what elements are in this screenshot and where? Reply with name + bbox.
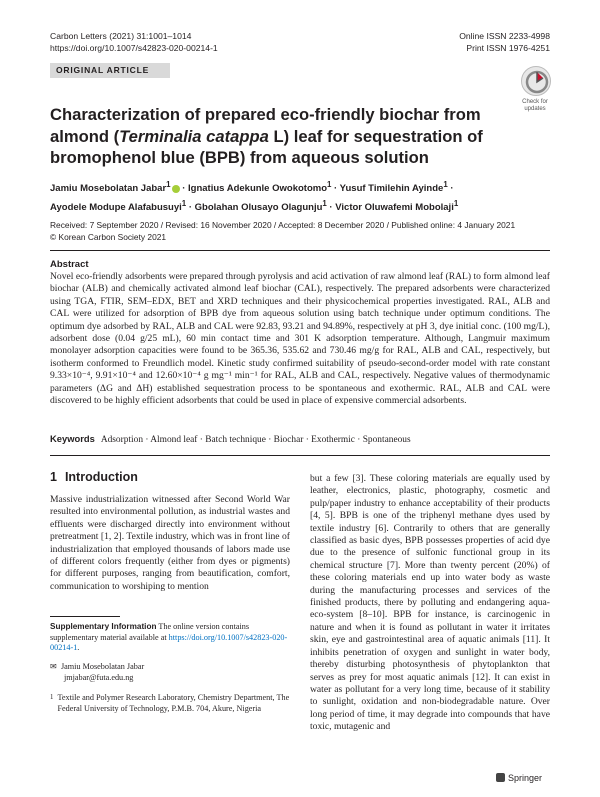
right-column-text: but a few [3]. These coloring materials are equally used by leather, electronics, plastic, photography, cosmetic and pulp/paper industry to enhance acceptability of their products [4, 5]. BPB is one of the triphenyl methane dyes used by textile industry [6]. Contrarily to others that are generally classified as basic dyes, BPB possesses properties of acid dye due to the presence of sulfonic functional group in its chemical structure [7]. More than twenty percent (20%) of these coloring materials end up into water body as waste during the manufacturing processes and services of the finished products, there by polluting and endangering aqua-eco-system [8–10]. BPB for instance, is carcinogenic in nature and when it is found as pollutant in water it irritates skin, eye and gastrointestinal area of aquatic animals [11]. It inhibits penetration of oxygen and sunlight in water body, thereby disturbing photosynthesis of phytoplankton that serves as prey for most aquatic animals [12]. It can exist in water as pollutant for a very long time, because of it stability to sunlight, oxidation and non-biodegradable nature. Over long period of time, it may degrade into compounds that have toxic, mutagenic and bbox=[310, 473, 550, 733]
print-issn: Print ISSN 1976-4251 bbox=[466, 43, 550, 53]
abstract-top-rule bbox=[50, 250, 550, 251]
abstract-heading: Abstract bbox=[50, 259, 89, 270]
springer-logo: Springer bbox=[496, 773, 542, 783]
abstract-bottom-rule bbox=[50, 455, 550, 456]
abstract-text: Novel eco-friendly adsorbents were prepared through pyrolysis and acid activation of raw almond leaf (RAL) to form almond leaf biochar (ALB) and chemically activated almond leaf biochar (CAL), respectively. The prepared adsorbents were characterized using TGA, FTIR, SEM–EDX, BET and XRD techniques and their physicochemical properties investigated. RAL, ALB and CAL were utilized for adsorption of BPB dye from aqueous solution using batch technique under optimum conditions. The optimum dye adsorbed by RAL, ALB and CAL were 92.83, 93.21 and 94.89%, respectively at pH 3, dye initial conc. (100 mg/L), adsorbent dose (0.04 g/25 mL), 60 min contact time and 301 K adsorption temperature. Although, Langmuir maximum monolayer adsorption capacities were found to be 365.36, 535.62 and 730.46 mg/g for RAL, ALB and CAL, respectively, but isotherm conformed to Freundlich model. Kinetic study confirmed suitability of pseudo-second-order model with rate constant 9.33×10⁻⁴, 9.91×10⁻⁴ and 12.60×10⁻⁴ g mg⁻¹ min⁻¹ for RAL, ALB and CAL, respectively. Negative values of thermodynamic parameters (ΔG and ΔH) established sequestration process to be spontaneous and exothermic. RAL, ALB and CAL were discovered to be highly efficient adsorbents that could be used in place of expensive commercial adsorbents. bbox=[50, 271, 550, 407]
copyright: © Korean Carbon Society 2021 bbox=[50, 231, 167, 242]
author-list: Jamiu Mosebolatan Jabar$^1$ · Ignatius Adekunle Owokotomo$^1$ · Yusuf Timilehin Ayinde$^1$ · Ayodele Modupe Alafabusuyi$^1$ · Gbolahan Olusayo Olagunju$^1$ · Victor Oluwafemi Mobolaji$^1$ bbox=[50, 180, 459, 213]
corresponding-author: ✉ Jamiu Mosebolatan Jabar jmjabar@futa.edu.ng bbox=[50, 662, 290, 683]
footnote-rule bbox=[50, 616, 120, 617]
section-heading: 1 Introduction bbox=[50, 470, 138, 484]
article-type-tag: ORIGINAL ARTICLE bbox=[50, 63, 170, 78]
doi-link[interactable]: https://doi.org/10.1007/s42823-020-00214-1 bbox=[50, 43, 218, 53]
affiliation: 1 Textile and Polymer Research Laboratory, Chemistry Department, The Federal University of Technology, P.M.B. 704, Akure, Nigeria bbox=[50, 693, 290, 713]
envelope-icon: ✉ bbox=[50, 662, 57, 671]
keywords: Keywords Adsorption · Almond leaf · Batch technique · Biochar · Exothermic · Spontaneous bbox=[50, 433, 411, 445]
author-email[interactable]: jmjabar@futa.edu.ng bbox=[64, 672, 134, 682]
online-issn: Online ISSN 2233-4998 bbox=[459, 31, 550, 41]
author-name[interactable]: Jamiu Mosebolatan Jabar bbox=[50, 183, 167, 195]
check-for-updates-icon[interactable] bbox=[521, 66, 551, 96]
article-title: Characterization of prepared eco-friendly biochar from almond (Terminalia catappa L) leaf for sequestration of bromophenol blue (BPB) from aqueous solution bbox=[50, 105, 483, 167]
check-for-updates-label: Check for updates bbox=[522, 99, 548, 112]
supplementary-info: Supplementary Information The online version contains supplementary material available at https://doi.org/10.1007/s42823-020-00214-1. bbox=[50, 622, 288, 652]
supplementary-link[interactable]: https://doi.org/10.1007/s42823-020-00214-1 bbox=[50, 632, 288, 652]
left-column-text: Massive industrialization witnessed after Second World War resulted into environmental pollution, as industrial wastes and effluents were discharged directly into environment without pretreatment [1, 2]. Textile industry, which was in front line of industrialization that employed thousands of labors made use of different colors frequently (either from dyes or pigments) for different purposes, ranging from beautification, comfort, communication to worshiping to mention bbox=[50, 494, 290, 592]
journal-citation: Carbon Letters (2021) 31:1001–1014 bbox=[50, 31, 192, 41]
publication-dates: Received: 7 September 2020 / Revised: 16 November 2020 / Accepted: 8 December 2020 / Published online: 4 January 2021 © Korean Carbon Society 2021 bbox=[50, 220, 550, 243]
orcid-icon[interactable] bbox=[172, 185, 180, 193]
springer-horse-icon bbox=[496, 773, 505, 782]
